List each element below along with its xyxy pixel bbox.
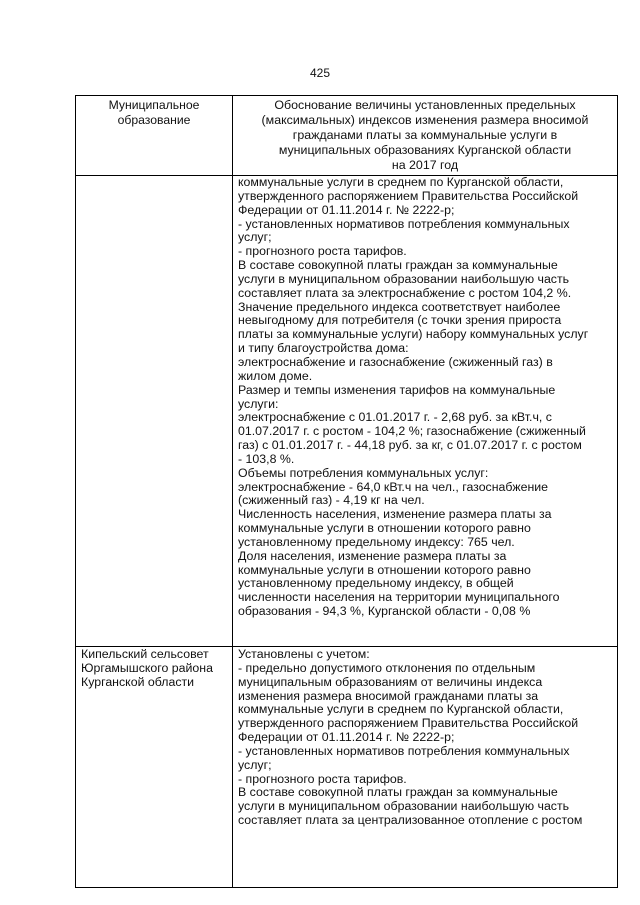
text-line: установленному предельному индексу: 765 чел. (238, 534, 515, 549)
text-line: - установленных нормативов потребления коммунальных (238, 216, 570, 231)
text-line: электроснабжение с 01.01.2017 г. - 2,68 руб. за кВт.ч, с (238, 410, 552, 425)
text-line: Федерации от 01.11.2014 г. № 2222-р; (238, 202, 455, 217)
text-line: Курганской области (81, 674, 195, 689)
header-justification (233, 96, 617, 175)
text-line: газ) с 01.01.2017 г. - 44,18 руб. за кг, с 01.07.2017 г. с ростом (238, 438, 582, 453)
text-line: численности населения на территории муниципального (238, 590, 560, 605)
text-line: - предельно допустимого отклонения по отдельным (238, 660, 536, 675)
justification-cell (233, 647, 618, 888)
text-line: услуги в муниципальном образовании наибольшую часть (238, 271, 570, 286)
table-header-row (76, 96, 618, 176)
text-line: коммунальные услуги в отношении которого равно (238, 562, 531, 577)
text-line: образования - 94,3 %, Курганской области - 0,08 % (238, 604, 531, 619)
text-line: - установленных нормативов потребления коммунальных (238, 743, 570, 758)
text-line: 01.07.2017 г. с ростом - 104,2 %; газоснабжение (сжиженный (238, 424, 586, 439)
text-line: муниципальных образованиях Курганской области (278, 143, 572, 157)
text-line: и типу благоустройства дома: (238, 341, 409, 356)
text-line: услуг; (238, 757, 272, 772)
text-line: коммунальные услуги в среднем по Курганской области, (238, 702, 564, 717)
text-line: - 103,8 %. (238, 451, 295, 466)
text-line: Значение предельного индекса соответствует наиболее (238, 299, 561, 314)
text-line: Доля населения, изменение размера платы за (238, 548, 507, 563)
table-row (76, 176, 618, 647)
text-line: составляет плата за электроснабжение с ростом 104,2 %. (238, 285, 572, 300)
text-line: электроснабжение и газоснабжение (сжиженный газ) в (238, 354, 553, 369)
text-line: Объемы потребления коммунальных услуг: (238, 465, 489, 480)
text-line: услуги в муниципальном образовании наибольшую часть (238, 799, 570, 814)
text-line: Федерации от 01.11.2014 г. № 2222-р; (238, 730, 455, 745)
table-row (76, 647, 618, 888)
text-line: коммунальные услуги в среднем по Курганской области, (238, 175, 564, 189)
text-line: (максимальных) индексов изменения размера вносимой (261, 113, 589, 127)
text-line: Установлены с учетом: (238, 647, 370, 661)
text-line: муниципальным образованиям от величины индекса (238, 674, 543, 689)
text-line: на 2017 год (391, 158, 459, 172)
text-line: услуг; (238, 230, 272, 245)
municipality-cell (76, 647, 233, 888)
justification-cell (233, 176, 618, 647)
text-line: - прогнозного роста тарифов. (238, 771, 407, 786)
text-line: Кипельский сельсовет (81, 647, 209, 661)
municipality-name (76, 176, 232, 177)
text-line: Обоснование величины установленных предельных (274, 98, 576, 112)
text-line: - прогнозного роста тарифов. (238, 244, 407, 259)
text-line: Численность населения, изменение размера платы за (238, 507, 552, 522)
justification-text (233, 647, 617, 828)
header-municipality (76, 96, 232, 128)
text-line: электроснабжение - 64,0 кВт.ч на чел., газоснабжение (238, 479, 549, 494)
text-line: утвержденного распоряжением Правительства Российской (238, 716, 579, 731)
justification-text (233, 176, 617, 619)
text-line: образование (117, 113, 191, 127)
text-line: гражданами платы за коммунальные услуги в (292, 128, 558, 142)
text-line: коммунальные услуги в отношении которого равно (238, 521, 531, 536)
municipal-index-table (75, 95, 618, 888)
text-line: услуги: (238, 396, 279, 411)
text-line: В составе совокупной платы граждан за коммунальные (238, 785, 558, 800)
text-line: Размер и темпы изменения тарифов на коммунальные (238, 382, 556, 397)
text-line: установленному предельному индексу, в общей (238, 576, 514, 591)
header-justification-cell (233, 96, 618, 176)
municipality-cell (76, 176, 233, 647)
text-line: жилом доме. (238, 368, 313, 383)
text-line: платы за коммунальные услуги) набору коммунальных услуг (238, 327, 589, 342)
text-line: изменения размера вносимой гражданами платы за (238, 688, 539, 703)
page-number: 425 (309, 66, 331, 80)
header-municipality-cell (76, 96, 233, 176)
text-line: В составе совокупной платы граждан за коммунальные (238, 258, 558, 273)
text-line: утвержденного распоряжением Правительства Российской (238, 188, 579, 203)
municipality-name (76, 647, 232, 690)
text-line: невыгодному для потребителя (с точки зрения прироста (238, 313, 562, 328)
text-line: Муниципальное (108, 98, 200, 112)
text-line: (сжиженный газ) - 4,19 кг на чел. (238, 493, 425, 508)
text-line: Юргамышского района (81, 660, 213, 675)
text-line: составляет плата за централизованное отопление с ростом (238, 813, 583, 828)
